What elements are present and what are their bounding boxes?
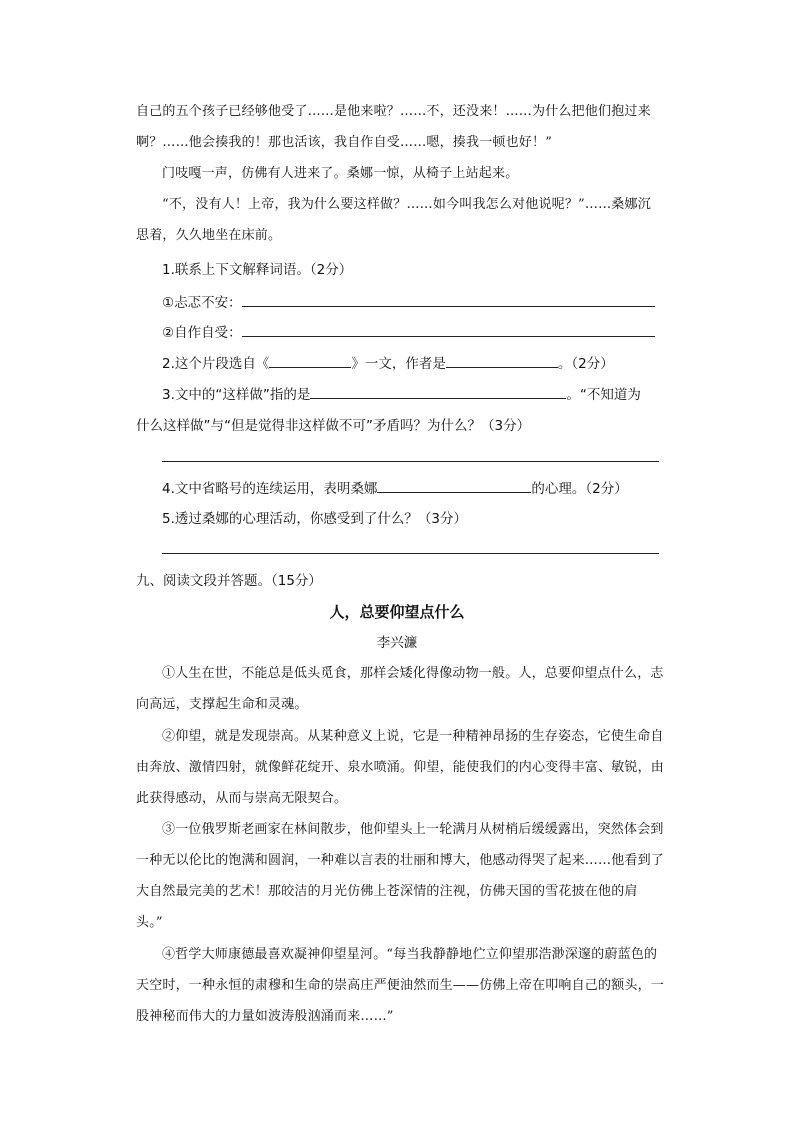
question-3-prefix: 3.文中的“这样做”指的是	[162, 387, 311, 403]
question-4	[162, 478, 628, 499]
question-2-suffix: 。（2分）	[557, 356, 614, 372]
article-paragraph-3: ③一位俄罗斯老画家在林间散步，他仰望头上一轮满月从树梢后缓缓露出，突然体会到一种无以伦比的饱满和圆润，一种难以言表的壮丽和博大，他感动得哭了起来……他看到了大自然最完美的艺术！那皎洁的月光仿佛上苍深情的注视，仿佛天国的雪花披在他的肩头。”	[136, 822, 665, 930]
question-1a	[162, 292, 655, 313]
answer-blank-1b[interactable]	[242, 322, 655, 337]
article-paragraph-1: ①人生在世，不能总是低头觅食，那样会矮化得像动物一般。人，总要仰望点什么，志向高远，支撑起生命和灵魂。	[136, 666, 664, 712]
question-1: 1.联系上下文解释词语。（2分）	[162, 262, 353, 278]
question-3	[162, 384, 641, 405]
answer-line-5[interactable]	[162, 553, 659, 554]
answer-blank-3[interactable]	[310, 384, 566, 399]
article-paragraph-4: ④哲学大师康德最喜欢凝神仰望星河。“每当我静静地伫立仰望那浩渺深邃的蔚蓝色的天空时，一种永恒的肃穆和生命的崇高庄严便油然而生——仿佛上帝在叩响自己的额头，一股神秘而伟大的力量如波涛般汹涌而来……”	[136, 947, 665, 1024]
question-2-prefix: 2.这个片段选自《	[162, 356, 270, 372]
answer-line-3[interactable]	[162, 461, 659, 462]
article-paragraph-2: ②仰望，就是发现崇高。从某种意义上说，它是一种精神昂扬的生存姿态，它使生命自由奔放、激情四射，就像鲜花绽开、泉水喷涌。仰望，能使我们的内心变得丰富、敏锐，由此获得感动，从而与崇高无限契合。	[136, 729, 665, 806]
passage-paragraph-1: 自己的五个孩子已经够他受了……是他来啦？……不，还没来！……为什么把他们抱过来啊？……他会揍我的！那也活该，我自作自受……嗯，揍我一顿也好！”	[136, 104, 651, 150]
article-author: 李兴濂	[376, 635, 418, 651]
passage-paragraph-3: “不，没有人！上帝，我为什么要这样做？……如今叫我怎么对他说呢？”……桑娜沉思着，久久地坐在床前。	[136, 197, 651, 243]
answer-blank-2-title[interactable]	[269, 353, 351, 368]
passage-paragraph-2: 门吱嘎一声，仿佛有人进来了。桑娜一惊，从椅子上站起来。	[162, 166, 519, 181]
section-9-heading: 九、阅读文段并答题。（15分）	[136, 573, 322, 589]
question-3-line-2: 什么这样做”与“但是觉得非这样做不可”矛盾吗？为什么？（3分）	[136, 418, 531, 434]
question-2	[162, 353, 614, 374]
question-1a-label: ①忐忑不安：	[162, 295, 242, 311]
article-title: 人，总要仰望点什么	[329, 603, 465, 621]
answer-blank-1a[interactable]	[242, 292, 655, 307]
answer-blank-2-author[interactable]	[446, 353, 558, 368]
answer-blank-4[interactable]	[377, 478, 531, 493]
question-4-suffix: 的心理。（2分）	[531, 481, 628, 497]
question-4-prefix: 4.文中省略号的连续运用，表明桑娜	[162, 481, 378, 497]
question-2-middle: 》一文，作者是	[351, 356, 446, 372]
question-1b-label: ②自作自受：	[162, 325, 242, 341]
question-3-suffix: 。“不知道为	[566, 387, 641, 403]
question-5: 5.透过桑娜的心理活动，你感受到了什么？（3分）	[162, 511, 467, 527]
question-1b	[162, 322, 655, 343]
